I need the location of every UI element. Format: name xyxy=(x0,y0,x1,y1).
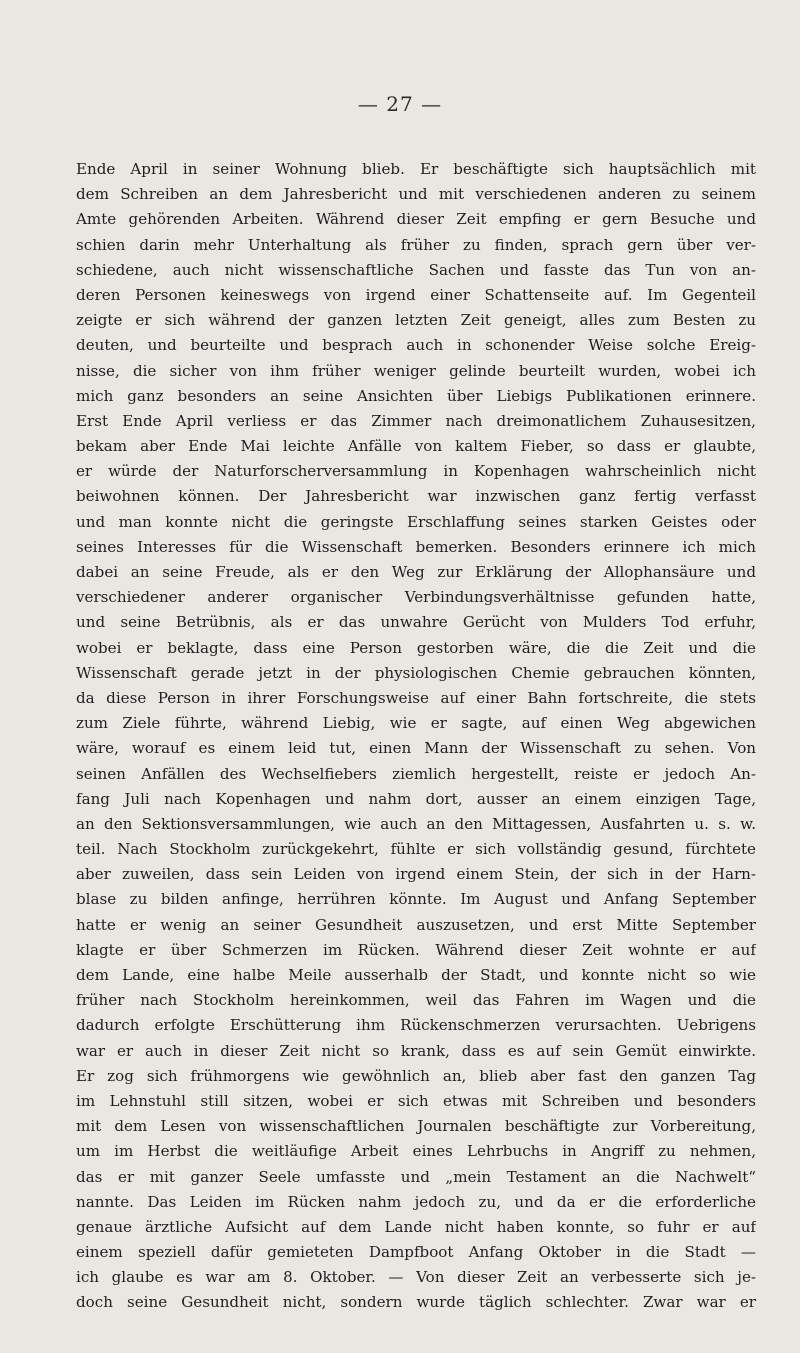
text-line: mit dem Lesen von wissenschaftlichen Journalen beschäftigte zur Vorbereitung, xyxy=(76,1117,756,1136)
text-line: er würde der Naturforscherversammlung in Kopenhagen wahrscheinlich nicht xyxy=(76,462,756,481)
text-line: beiwohnen können. Der Jahresbericht war inzwischen ganz fertig verfasst xyxy=(76,487,756,506)
text-line: Er zog sich frühmorgens wie gewöhnlich an, blieb aber fast den ganzen Tag xyxy=(76,1066,756,1085)
text-line: teil. Nach Stockholm zurückgekehrt, fühlte er sich vollständig gesund, fürchtete xyxy=(76,840,756,859)
text-line: seinen Anfällen des Wechselfiebers ziemlich hergestellt, reiste er jedoch An- xyxy=(76,764,756,783)
text-line: schiedene, auch nicht wissenschaftliche Sachen und fasste das Tun von an- xyxy=(76,260,756,279)
text-line: aber zuweilen, dass sein Leiden von irgend einem Stein, der sich in der Harn- xyxy=(76,865,756,884)
text-line: mich ganz besonders an seine Ansichten über Liebigs Publikationen erinnere. xyxy=(76,386,756,405)
text-line: und seine Betrübnis, als er das unwahre Gerücht von Mulders Tod erfuhr, xyxy=(76,613,756,632)
text-line: früher nach Stockholm hereinkommen, weil das Fahren im Wagen und die xyxy=(76,991,756,1010)
text-line: zum Ziele führte, während Liebig, wie er sagte, auf einen Weg abgewichen xyxy=(76,714,756,733)
page-number: — 27 — xyxy=(357,92,443,116)
text-line: einem speziell dafür gemieteten Dampfboot Anfang Oktober in die Stadt — xyxy=(76,1243,756,1262)
text-line: dem Lande, eine halbe Meile ausserhalb der Stadt, und konnte nicht so wie xyxy=(76,966,756,984)
text-line: dem Schreiben an dem Jahresbericht und mit verschiedenen anderen zu seinem xyxy=(76,185,756,204)
text-line: um im Herbst die weitläufige Arbeit eines Lehrbuchs in Angriff zu nehmen, xyxy=(76,1142,756,1161)
text-line: da diese Person in ihrer Forschungsweise auf einer Bahn fortschreite, die stets xyxy=(76,688,756,707)
text-line: doch seine Gesundheit nicht, sondern wurde täglich schlechter. Zwar war er xyxy=(76,1293,756,1312)
text-line: Erst Ende April verliess er das Zimmer nach dreimonatlichem Zuhausesitzen, xyxy=(76,411,756,430)
text-line: nisse, die sicher von ihm früher weniger gelinde beurteilt wurden, wobei ich xyxy=(76,361,756,380)
text-line: deren Personen keineswegs von irgend einer Schattenseite auf. Im Gegenteil xyxy=(76,285,756,304)
text-line: blase zu bilden anfinge, herrühren könnte. Im August und Anfang September xyxy=(76,890,756,909)
text-line: und man konnte nicht die geringste Erschlaffung seines starken Geistes oder xyxy=(76,512,756,531)
text-line: wobei er beklagte, dass eine Person gestorben wäre, die die Zeit und die xyxy=(76,638,756,657)
text-line: hatte er wenig an seiner Gesundheit auszusetzen, und erst Mitte September xyxy=(76,915,756,934)
text-line: das er mit ganzer Seele umfasste und „mein Testament an die Nachwelt“ xyxy=(76,1167,756,1186)
text-line: verschiedener anderer organischer Verbindungsverhältnisse gefunden hatte, xyxy=(76,588,756,607)
text-line: an den Sektionsversammlungen, wie auch an den Mittagessen, Ausfahrten u. s. w. xyxy=(76,814,756,833)
text-line: im Lehnstuhl still sitzen, wobei er sich etwas mit Schreiben und besonders xyxy=(76,1091,756,1110)
text-line: dadurch erfolgte Erschütterung ihm Rückenschmerzen verursachten. Uebrigens xyxy=(76,1016,756,1035)
text-line: war er auch in dieser Zeit nicht so krank, dass es auf sein Gemüt einwirkte. xyxy=(76,1041,756,1060)
text-line: zeigte er sich während der ganzen letzten Zeit geneigt, alles zum Besten zu xyxy=(76,311,756,330)
text-line: ich glaube es war am 8. Oktober. — Von dieser Zeit an verbesserte sich je- xyxy=(76,1268,756,1287)
text-line: dabei an seine Freude, als er den Weg zur Erklärung der Allophansäure und xyxy=(76,563,756,581)
body-text xyxy=(76,157,756,1316)
text-line: fang Juli nach Kopenhagen und nahm dort, ausser an einem einzigen Tage, xyxy=(76,789,756,808)
text-line: bekam aber Ende Mai leichte Anfälle von kaltem Fieber, so dass er glaubte, xyxy=(76,437,756,456)
text-line: schien darin mehr Unterhaltung als früher zu finden, sprach gern über ver- xyxy=(76,235,756,254)
text-line: deuten, und beurteilte und besprach auch in schonender Weise solche Ereig- xyxy=(76,336,756,355)
text-line: Wissenschaft gerade jetzt in der physiologischen Chemie gebrauchen könnten, xyxy=(76,663,756,682)
text-line: Ende April in seiner Wohnung blieb. Er beschäftigte sich hauptsächlich mit xyxy=(76,160,756,178)
text-line: klagte er über Schmerzen im Rücken. Während dieser Zeit wohnte er auf xyxy=(76,940,756,959)
text-line: wäre, worauf es einem leid tut, einen Mann der Wissenschaft zu sehen. Von xyxy=(76,739,756,758)
text-line: genaue ärztliche Aufsicht auf dem Lande nicht haben konnte, so fuhr er auf xyxy=(76,1217,756,1236)
text-line: seines Interesses für die Wissenschaft bemerken. Besonders erinnere ich mich xyxy=(76,537,756,556)
text-line: Amte gehörenden Arbeiten. Während dieser Zeit empfing er gern Besuche und xyxy=(76,210,756,229)
text-line: nannte. Das Leiden im Rücken nahm jedoch zu, und da er die erforderliche xyxy=(76,1192,756,1211)
